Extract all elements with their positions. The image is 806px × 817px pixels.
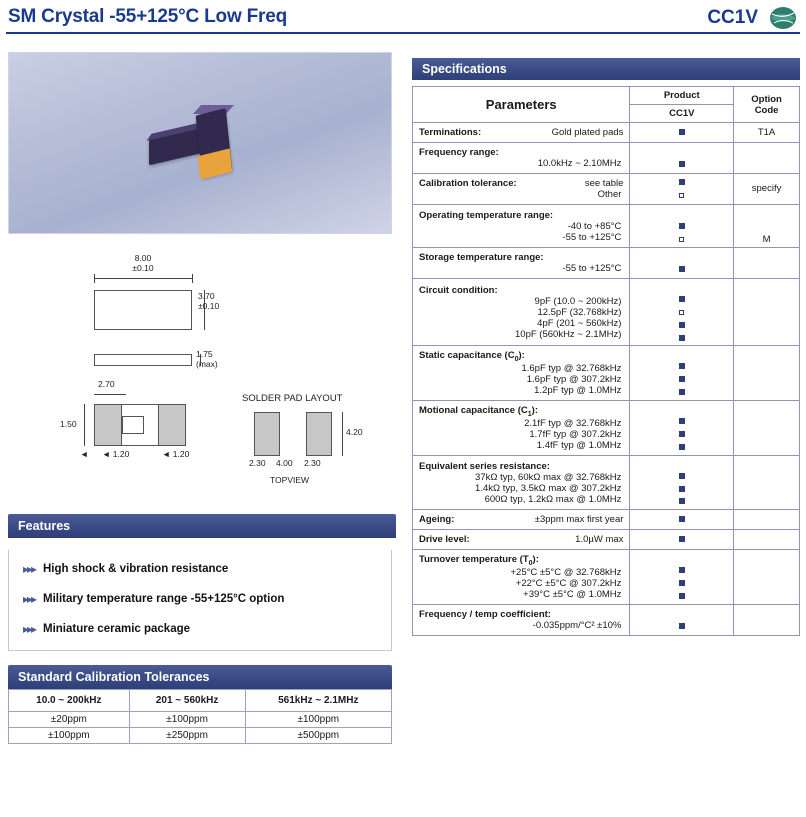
spec-parameter-cell [413, 401, 630, 456]
features-box [8, 550, 392, 651]
spec-parameter-cell [413, 143, 630, 174]
spec-parameter-subline: 1.4kΩ typ, 3.5kΩ max @ 307.2kHz [475, 482, 622, 494]
option-marker-filled [631, 483, 732, 496]
spec-parameter-cell [413, 605, 630, 636]
solder-a-label: 2.30 [249, 458, 266, 468]
spec-parameter-subline: 2.1fF typ @ 32.768kHz [524, 418, 622, 430]
spec-parameter-subline: 9pF (10.0 ~ 200kHz) [534, 295, 622, 307]
option-marker-filled [631, 415, 732, 428]
marker-spacer [631, 251, 732, 264]
spec-parameter-cell [413, 530, 630, 550]
option-marker-filled [631, 373, 732, 386]
spec-parameter-subline: +22°C ±5°C @ 307.2kHz [515, 578, 622, 590]
option-code-value: specify [751, 183, 782, 195]
option-marker-filled [631, 220, 732, 233]
option-marker-filled [631, 564, 732, 577]
table-row [413, 550, 800, 605]
spec-product-marks [630, 205, 734, 248]
spec-option-code [734, 123, 800, 143]
arrow-right-icon: ▸▸▸ [23, 562, 36, 576]
table-header-row [9, 690, 392, 712]
specifications-title: Specifications [412, 58, 800, 80]
option-marker-filled [631, 158, 732, 171]
option-marker-filled [631, 176, 732, 189]
spec-parameter-value: see table [584, 178, 624, 189]
pad-left-block [94, 404, 122, 446]
spec-parameter-label: Terminations: [419, 127, 482, 138]
spec-parameter-value: 1.0µW max [575, 534, 624, 546]
pad-right-block [158, 404, 186, 446]
option-marker-filled [631, 620, 732, 633]
option-marker-filled [631, 495, 732, 508]
spec-parameter-label: Frequency / temp coefficient: [419, 609, 551, 621]
list-item [17, 592, 383, 606]
spec-product-marks [630, 248, 734, 279]
spec-parameter-subline: 10.0kHz ~ 2.10MHz [537, 158, 622, 169]
tol-col-header: 201 ~ 560kHz [129, 690, 245, 712]
spec-parameter-subline: -40 to +85°C [567, 220, 622, 232]
spec-parameter-subline: -55 to +125°C [562, 231, 622, 243]
spec-parameter-subline: -0.035ppm/°C² ±10% [532, 620, 622, 632]
spec-col-product-sub: CC1V [630, 105, 734, 123]
globe-logo-icon [768, 6, 798, 30]
spec-option-code [734, 510, 800, 530]
spec-parameter-cell [413, 279, 630, 346]
spec-parameter-subline: +25°C ±5°C @ 32.768kHz [510, 567, 622, 579]
tol-col-header: 10.0 ~ 200kHz [9, 690, 130, 712]
dim-tick-l2 [192, 274, 193, 283]
spec-product-marks [630, 346, 734, 401]
option-line2: Code [754, 104, 779, 116]
table-row [413, 346, 800, 401]
spec-option-code [734, 248, 800, 279]
spec-parameter-subline: 4pF (201 ~ 560kHz) [537, 317, 622, 329]
table-row [413, 248, 800, 279]
spec-parameter-label: Turnover temperature $(T_0)$: [419, 554, 539, 568]
spec-product-marks [630, 123, 734, 143]
spec-option-code [734, 143, 800, 174]
table-row [413, 401, 800, 456]
tol-col-header: 561kHz ~ 2.1MHz [245, 690, 391, 712]
option-marker-filled [631, 386, 732, 399]
page-title: SM Crystal -55+125°C Low Freq [8, 6, 287, 27]
dim-arrow-left: ◄ [80, 449, 89, 459]
spec-product-marks [630, 605, 734, 636]
spec-parameter-subline: 1.4fF typ @ 1.0MHz [536, 440, 622, 452]
table-row [413, 456, 800, 510]
spec-option-code [734, 456, 800, 510]
option-marker-filled [631, 428, 732, 441]
spec-parameter-subline: 37kΩ typ, 60kΩ max @ 32.768kHz [475, 471, 622, 483]
option-marker-filled [631, 332, 732, 345]
table-row [9, 728, 392, 744]
dim-padh-label: 1.50 [60, 419, 77, 429]
spec-parameter-label: Circuit condition: [419, 284, 498, 296]
spec-parameter-label: Ageing: [419, 514, 455, 526]
left-column [8, 52, 396, 744]
option-marker-filled [631, 441, 732, 454]
table-row [413, 205, 800, 248]
dim-gap-left-label: ◄ 1.20 [102, 449, 130, 459]
marker-spacer [631, 145, 732, 158]
tolerances-table [8, 689, 392, 744]
features-section [8, 514, 396, 651]
marker-spacer [631, 403, 732, 416]
tol-cell: ±250ppm [129, 728, 245, 744]
spec-product-marks [630, 279, 734, 346]
spec-parameter-label: Equivalent series resistance: [419, 460, 550, 472]
option-line1: Option [751, 93, 782, 105]
marker-spacer [631, 607, 732, 620]
spec-col-option [734, 87, 800, 123]
table-row [413, 530, 800, 550]
tol-cell: ±100ppm [129, 712, 245, 728]
option-marker-filled [631, 319, 732, 332]
spec-product-marks [630, 456, 734, 510]
option-marker-filled [631, 126, 732, 139]
features-title: Features [8, 514, 396, 538]
spec-product-marks [630, 143, 734, 174]
spec-option-code [734, 279, 800, 346]
spec-parameter-cell [413, 248, 630, 279]
arrow-right-icon: ▸▸▸ [23, 592, 36, 606]
marker-spacer [631, 207, 732, 220]
option-marker-filled [631, 360, 732, 373]
option-code-value: M [762, 233, 771, 245]
spec-product-marks [630, 510, 734, 530]
tol-cell: ±100ppm [9, 728, 130, 744]
drawing-sideview-body [94, 354, 192, 366]
table-row [413, 174, 800, 205]
feature-label: High shock & vibration resistance [43, 563, 229, 575]
spec-parameter-label: Calibration tolerance: [419, 178, 517, 189]
option-marker-filled [631, 470, 732, 483]
dim-padw-label: 2.70 [98, 379, 115, 389]
pad-notch [122, 416, 144, 434]
arrow-right-icon: ▸▸▸ [23, 622, 36, 636]
spec-parameter-cell [413, 123, 630, 143]
mechanical-drawings [8, 244, 392, 514]
solder-pad-left [254, 412, 280, 456]
solder-b-label: 4.00 [276, 458, 293, 468]
list-item [17, 622, 383, 636]
spec-parameter-subline: 1.2pF typ @ 1.0MHz [534, 385, 622, 397]
spec-option-code [734, 346, 800, 401]
dim-line-length [94, 278, 192, 279]
spec-product-marks [630, 550, 734, 605]
spec-parameter-subline: 1.6pF typ @ 32.768kHz [521, 363, 622, 375]
table-row [413, 279, 800, 346]
option-marker-filled [631, 293, 732, 306]
spec-parameter-value: Gold plated pads [551, 127, 624, 138]
spec-parameter-subline: 1.7fF typ @ 307.2kHz [529, 429, 622, 441]
option-code-value: T1A [757, 126, 776, 138]
spec-option-code [734, 174, 800, 205]
option-marker-filled [631, 533, 732, 546]
table-header-row [413, 87, 800, 105]
spec-parameter-subline: 12.5pF (32.768kHz) [537, 306, 622, 318]
list-item [17, 562, 383, 576]
spec-parameter-label: Storage temperature range: [419, 252, 544, 264]
dim-width-label: 3.70 ±0.10 [198, 291, 220, 311]
dim-line-padw [94, 394, 126, 395]
table-row [413, 143, 800, 174]
product-photo [8, 52, 392, 234]
dim-line-padh [84, 404, 85, 446]
option-marker-open [631, 233, 732, 246]
tol-cell: ±20ppm [9, 712, 130, 728]
spec-parameter-cell [413, 510, 630, 530]
option-marker-filled [631, 590, 732, 603]
solder-height-label: 4.20 [346, 427, 363, 437]
spec-parameter-value: ±3ppm max first year [534, 514, 624, 526]
table-row [9, 712, 392, 728]
dim-gap-right-label: ◄ 1.20 [162, 449, 190, 459]
spec-col-product: Product [630, 87, 734, 105]
spec-parameter-label: Motional capacitance $(C_1)$: [419, 405, 538, 419]
option-marker-filled [631, 513, 732, 526]
right-column [412, 58, 800, 636]
solder-c-label: 2.30 [304, 458, 321, 468]
spec-option-code [734, 605, 800, 636]
topview-label: TOPVIEW [270, 475, 310, 485]
tolerances-section [8, 665, 392, 744]
spec-parameter-label: Operating temperature range: [419, 209, 554, 221]
drawing-topview-body [94, 290, 192, 330]
option-marker-filled [631, 577, 732, 590]
header-divider [6, 32, 800, 34]
feature-label: Miniature ceramic package [43, 623, 191, 635]
spec-parameter-subline: 1.6pF typ @ 307.2kHz [526, 374, 622, 386]
table-row [413, 510, 800, 530]
option-code-value [735, 206, 798, 219]
spec-col-parameters: Parameters [413, 87, 630, 123]
option-marker-open [631, 189, 732, 202]
spec-parameter-cell [413, 550, 630, 605]
features-list [9, 550, 391, 650]
spec-parameter-subline: 10pF (560kHz ~ 2.1MHz) [515, 328, 622, 340]
solder-pad-title: SOLDER PAD LAYOUT [242, 393, 343, 404]
spec-option-code [734, 205, 800, 248]
spec-parameter-subline: 600Ω typ, 1.2kΩ max @ 1.0MHz [484, 493, 622, 505]
solder-dim-line-h [342, 412, 343, 456]
dim-length-label: 8.00 ±0.10 [132, 253, 154, 273]
spec-parameter-cell [413, 346, 630, 401]
marker-spacer [631, 552, 732, 565]
option-code-value [735, 219, 798, 232]
spec-option-code [734, 401, 800, 456]
table-row [413, 605, 800, 636]
tol-cell: ±500ppm [245, 728, 391, 744]
spec-parameter-label: Static capacitance $(C_0)$: [419, 350, 525, 364]
table-row [413, 123, 800, 143]
spec-parameter-cell [413, 205, 630, 248]
tol-cell: ±100ppm [245, 712, 391, 728]
spec-product-marks [630, 401, 734, 456]
spec-parameter-label: Frequency range: [419, 147, 499, 158]
dim-tick-l1 [94, 274, 95, 283]
spec-option-code [734, 550, 800, 605]
specifications-table [412, 86, 800, 636]
option-marker-filled [631, 263, 732, 276]
spec-option-code [734, 530, 800, 550]
marker-spacer [631, 280, 732, 293]
spec-parameter-subline: -55 to +125°C [562, 263, 622, 275]
spec-product-marks [630, 530, 734, 550]
feature-label: Military temperature range -55+125°C option [43, 593, 285, 605]
spec-parameter-label: Drive level: [419, 534, 470, 546]
dim-height-label: 1.75 (max) [196, 349, 218, 369]
spec-parameter-subline: Other [597, 189, 622, 200]
spec-parameter-cell [413, 456, 630, 510]
page-header [0, 0, 806, 36]
spec-product-marks [630, 174, 734, 205]
marker-spacer [631, 348, 732, 361]
option-marker-open [631, 306, 732, 319]
specifications-body [413, 123, 800, 636]
solder-pad-right [306, 412, 332, 456]
tolerances-title: Standard Calibration Tolerances [8, 665, 392, 689]
product-code: CC1V [707, 7, 758, 28]
spec-parameter-cell [413, 174, 630, 205]
marker-spacer [631, 457, 732, 470]
spec-parameter-subline: +39°C ±5°C @ 1.0MHz [523, 589, 622, 601]
